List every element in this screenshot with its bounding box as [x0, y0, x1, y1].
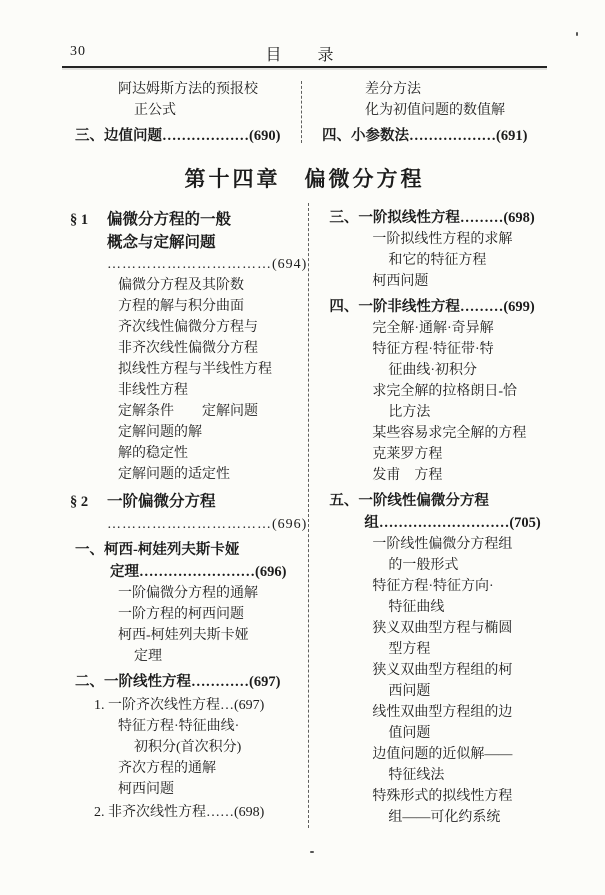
- toc-entry: [372, 618, 547, 639]
- toc-entry: [329, 207, 547, 229]
- toc-entry-text: 正公式: [134, 103, 176, 118]
- column-divider: [308, 203, 309, 828]
- toc-entry-text: 特殊形式的拟线性方程: [372, 789, 513, 804]
- toc-entry-text: 征曲线·初积分: [388, 363, 477, 378]
- toc-entry-text: 边值问题的近似解——: [372, 747, 513, 762]
- toc-entry: [118, 625, 307, 646]
- toc-entry: [118, 583, 307, 604]
- toc-entry: [118, 758, 307, 779]
- toc-entry: [107, 514, 307, 535]
- toc-entry-text: 定解条件 定解问题: [118, 404, 258, 419]
- toc-entry: [107, 232, 307, 254]
- toc-entry: [372, 318, 547, 339]
- toc-entry-text: 定解问题的适定性: [118, 467, 230, 482]
- scan-speck: [310, 851, 314, 853]
- toc-entry-text: 解的稳定性: [118, 446, 188, 461]
- toc-entry: [364, 512, 547, 534]
- toc-entry: [110, 561, 307, 583]
- toc-entry: [94, 695, 307, 716]
- toc-entry-text: 型方程: [388, 642, 431, 657]
- previous-chapter-tail: [62, 79, 547, 147]
- toc-entry-text: 非齐次线性偏微分方程: [118, 341, 258, 356]
- scan-speck: [576, 32, 578, 36]
- toc-entry-text: 四、一阶非线性方程………(699): [329, 299, 535, 315]
- toc-entry: [388, 555, 547, 576]
- toc-entry: [388, 639, 547, 660]
- toc-entry: [365, 79, 547, 100]
- toc-entry: [372, 465, 547, 486]
- toc-entry-text: 初积分(首次积分): [134, 740, 242, 755]
- toc-entry-text: 一阶线性偏微分方程组: [372, 537, 513, 552]
- toc-entry-text: 方程的解与积分曲面: [118, 299, 244, 314]
- toc-entry-text: 定解问题的解: [118, 425, 202, 440]
- toc-entry-text: 三、一阶拟线性方程………(698): [329, 210, 535, 226]
- toc-entry: [372, 381, 547, 402]
- toc-entry-text: 狭义双曲型方程与椭圆: [372, 621, 513, 636]
- toc-entry: [372, 229, 547, 250]
- toc-entry-text: 特征方程·特征带·特: [372, 342, 494, 357]
- header-title: 目 录: [265, 47, 344, 64]
- toc-entry-text: 二、一阶线性方程…………(697): [75, 674, 281, 690]
- toc-entry: [118, 338, 307, 359]
- toc-entry-text: 柯西-柯娃列夫斯卡娅: [118, 628, 249, 643]
- toc-entry: [388, 765, 547, 786]
- toc-entry-text: 柯西问题: [118, 782, 174, 797]
- toc-entry-text: 特征线法: [388, 768, 445, 783]
- toc-entry: [388, 807, 547, 828]
- section-marker: § 2: [70, 494, 89, 510]
- toc-entry-text: 和它的特征方程: [388, 253, 487, 268]
- toc-entry-text: 西问题: [388, 684, 431, 699]
- toc-top-column-right: [303, 79, 547, 147]
- toc-entry: [372, 339, 547, 360]
- column-divider: [301, 81, 302, 143]
- toc-entry: [372, 534, 547, 555]
- toc-entry: [75, 125, 300, 147]
- toc-entry-text: 拟线性方程与半线性方程: [118, 362, 272, 377]
- toc-entry: [75, 539, 307, 561]
- toc-entry: [372, 702, 547, 723]
- chapter-toc: [62, 203, 547, 828]
- toc-entry-text: 组………………………(705): [364, 515, 541, 531]
- toc-entry-text: 发甫 方程: [372, 468, 443, 483]
- toc-entry-text: 差分方法: [365, 82, 421, 97]
- toc-entry: [118, 317, 307, 338]
- toc-entry-text: 的一般形式: [388, 558, 459, 573]
- toc-entry-text: 特征曲线: [388, 600, 445, 615]
- toc-entry: [118, 604, 307, 625]
- toc-entry: [388, 723, 547, 744]
- toc-entry: [118, 464, 307, 485]
- toc-entry-text: 四、小参数法………………(691): [322, 128, 528, 144]
- toc-entry-text: 概念与定解问题: [107, 234, 216, 251]
- toc-entry: [118, 716, 307, 737]
- header-rule: [62, 66, 547, 68]
- toc-entry-text: 齐次方程的通解: [118, 761, 216, 776]
- toc-entry-text: 值问题: [388, 726, 431, 741]
- toc-entry: [372, 576, 547, 597]
- toc-entry: [388, 250, 547, 271]
- toc-entry: [94, 802, 307, 823]
- toc-entry-text: 化为初值问题的数值解: [365, 103, 505, 118]
- toc-entry-text: 齐次线性偏微分方程与: [118, 320, 258, 335]
- toc-entry: [118, 79, 300, 100]
- toc-entry-text: 定理……………………(696): [110, 564, 287, 580]
- toc-entry: [372, 423, 547, 444]
- toc-entry-text: 组——可化约系统: [388, 810, 501, 825]
- toc-entry-text: 定理: [134, 649, 162, 664]
- page-number: 30: [70, 44, 86, 59]
- toc-entry: [118, 380, 307, 401]
- toc-entry-text: ……………………………(694): [107, 257, 308, 272]
- toc-entry: [70, 490, 307, 514]
- toc-entry-text: 求完全解的拉格朗日-恰: [372, 384, 517, 399]
- toc-entry-text: 特征方程·特征方向·: [372, 579, 494, 594]
- toc-entry: [329, 296, 547, 318]
- toc-entry: [372, 271, 547, 292]
- toc-entry: [118, 401, 307, 422]
- toc-entry: [329, 490, 547, 512]
- toc-entry: [70, 208, 307, 232]
- toc-entry: [134, 737, 307, 758]
- toc-entry-text: 某些容易求完全解的方程: [372, 426, 527, 441]
- toc-entry-text: 三、边值问题………………(690): [75, 128, 281, 144]
- toc-entry-text: 非线性方程: [118, 383, 188, 398]
- toc-entry: [372, 660, 547, 681]
- toc-entry-text: 比方法: [388, 405, 431, 420]
- toc-entry: [134, 646, 307, 667]
- toc-entry: [388, 597, 547, 618]
- toc-entry-text: 一阶拟线性方程的求解: [372, 232, 513, 247]
- toc-entry-text: ……………………………(696): [107, 517, 308, 532]
- toc-entry-text: 线性双曲型方程组的边: [372, 705, 513, 720]
- toc-entry: [388, 360, 547, 381]
- toc-entry: [365, 100, 547, 121]
- toc-entry-text: 特征方程·特征曲线·: [118, 719, 240, 734]
- toc-entry: [118, 779, 307, 800]
- toc-entry-text: 五、一阶线性偏微分方程: [329, 493, 489, 509]
- toc-entry-text: 偏微分方程的一般: [107, 211, 232, 228]
- toc-entry-text: 一、柯西-柯娃列夫斯卡娅: [75, 542, 240, 558]
- toc-entry: [118, 443, 307, 464]
- toc-entry-text: 一阶偏微分方程的通解: [118, 586, 258, 601]
- toc-column-left: [62, 203, 307, 828]
- toc-entry: [118, 275, 307, 296]
- toc-entry: [134, 100, 300, 121]
- toc-entry: [322, 125, 547, 147]
- toc-column-right: [310, 203, 547, 828]
- toc-entry: [75, 671, 307, 693]
- toc-entry-text: 柯西问题: [372, 274, 429, 289]
- toc-entry: [107, 254, 307, 275]
- toc-entry: [118, 422, 307, 443]
- toc-entry-text: 一阶方程的柯西问题: [118, 607, 244, 622]
- toc-entry-text: 1. 一阶齐次线性方程…(697): [94, 698, 265, 713]
- toc-top-column-left: [62, 79, 300, 147]
- toc-entry: [372, 744, 547, 765]
- toc-entry: [372, 786, 547, 807]
- chapter-title: 第十四章 偏微分方程: [184, 167, 425, 191]
- toc-entry: [118, 296, 307, 317]
- toc-entry: [388, 402, 547, 423]
- toc-entry-text: 狭义双曲型方程组的柯: [372, 663, 513, 678]
- toc-entry-text: 一阶偏微分方程: [107, 493, 216, 510]
- page-header: [62, 40, 547, 64]
- section-marker: § 1: [70, 212, 89, 228]
- toc-entry-text: 阿达姆斯方法的预报校: [118, 82, 258, 97]
- toc-entry: [388, 681, 547, 702]
- toc-entry-text: 2. 非齐次线性方程……(698): [94, 805, 265, 820]
- toc-entry: [372, 444, 547, 465]
- toc-entry-text: 克莱罗方程: [372, 447, 443, 462]
- toc-entry-text: 偏微分方程及其阶数: [118, 278, 244, 293]
- toc-entry-text: 完全解·通解·奇异解: [372, 321, 494, 336]
- toc-entry: [118, 359, 307, 380]
